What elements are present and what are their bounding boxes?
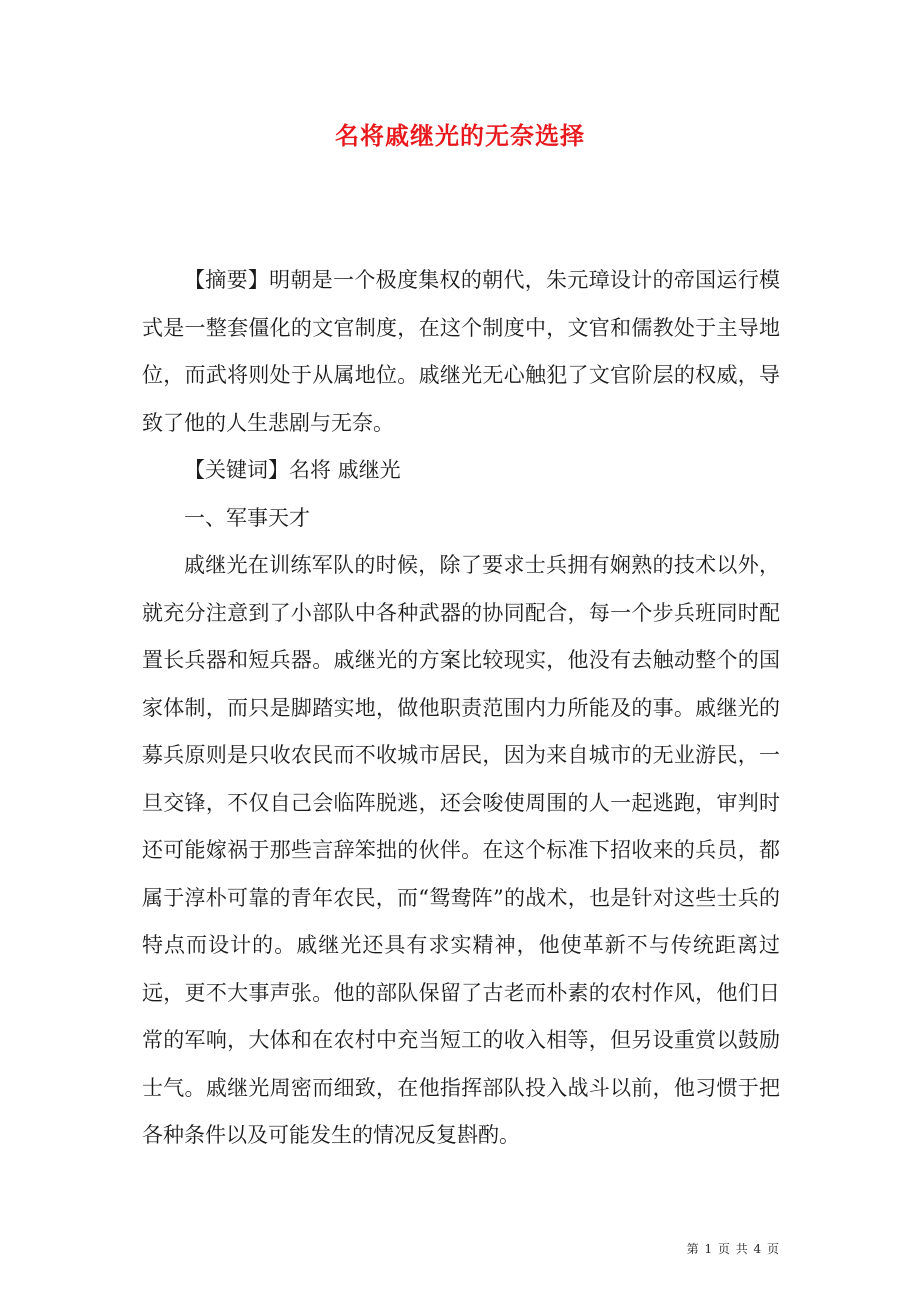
abstract-paragraph: 【摘要】明朝是一个极度集权的朝代，朱元璋设计的帝国运行模式是一整套僵化的文官制度，在这个制度中，文官和儒教处于主导地位，而武将则处于从属地位。戚继光无心触犯了文官阶层的权威，导致了他的人生悲剧与无奈。 [142,268,780,435]
page-number-footer: 第 1 页 共 4 页 [686,1242,780,1256]
keywords-paragraph: 【关键词】名将 戚继光 [184,458,401,482]
document-title: 名将戚继光的无奈选择 [335,121,585,150]
section-heading: 一、军事天才 [184,505,310,530]
body-paragraph: 戚继光在训练军队的时候，除了要求士兵拥有娴熟的技术以外，就充分注意到了小部队中各种武器的协同配合，每一个步兵班同时配置长兵器和短兵器。戚继光的方案比较现实，他没有去触动整个的国家体制，而只是脚踏实地，做他职责范围内力所能及的事。戚继光的募兵原则是只收农民而不收城市居民，因为来自城市的无业游民，一旦交锋，不仅自己会临阵脱逃，还会唆使周围的人一起逃跑，审判时还可能嫁祸于那些言辞笨拙的伙伴。在这个标准下招收来的兵员，都属于淳朴可靠的青年农民，而“鸳鸯阵”的战术，也是针对这些士兵的特点而设计的。戚继光还具有求实精神，他使革新不与传统距离过远，更不大事声张。他的部队保留了古老而朴素的农村作风，他们日常的军响，大体和在农村中充当短工的收入相等，但另设重赏以鼓励士气。戚继光周密而细致，在他指挥部队投入战斗以前，他习惯于把各种条件以及可能发生的情况反复斟酌。 [142,553,780,1147]
document-body [142,257,780,1160]
